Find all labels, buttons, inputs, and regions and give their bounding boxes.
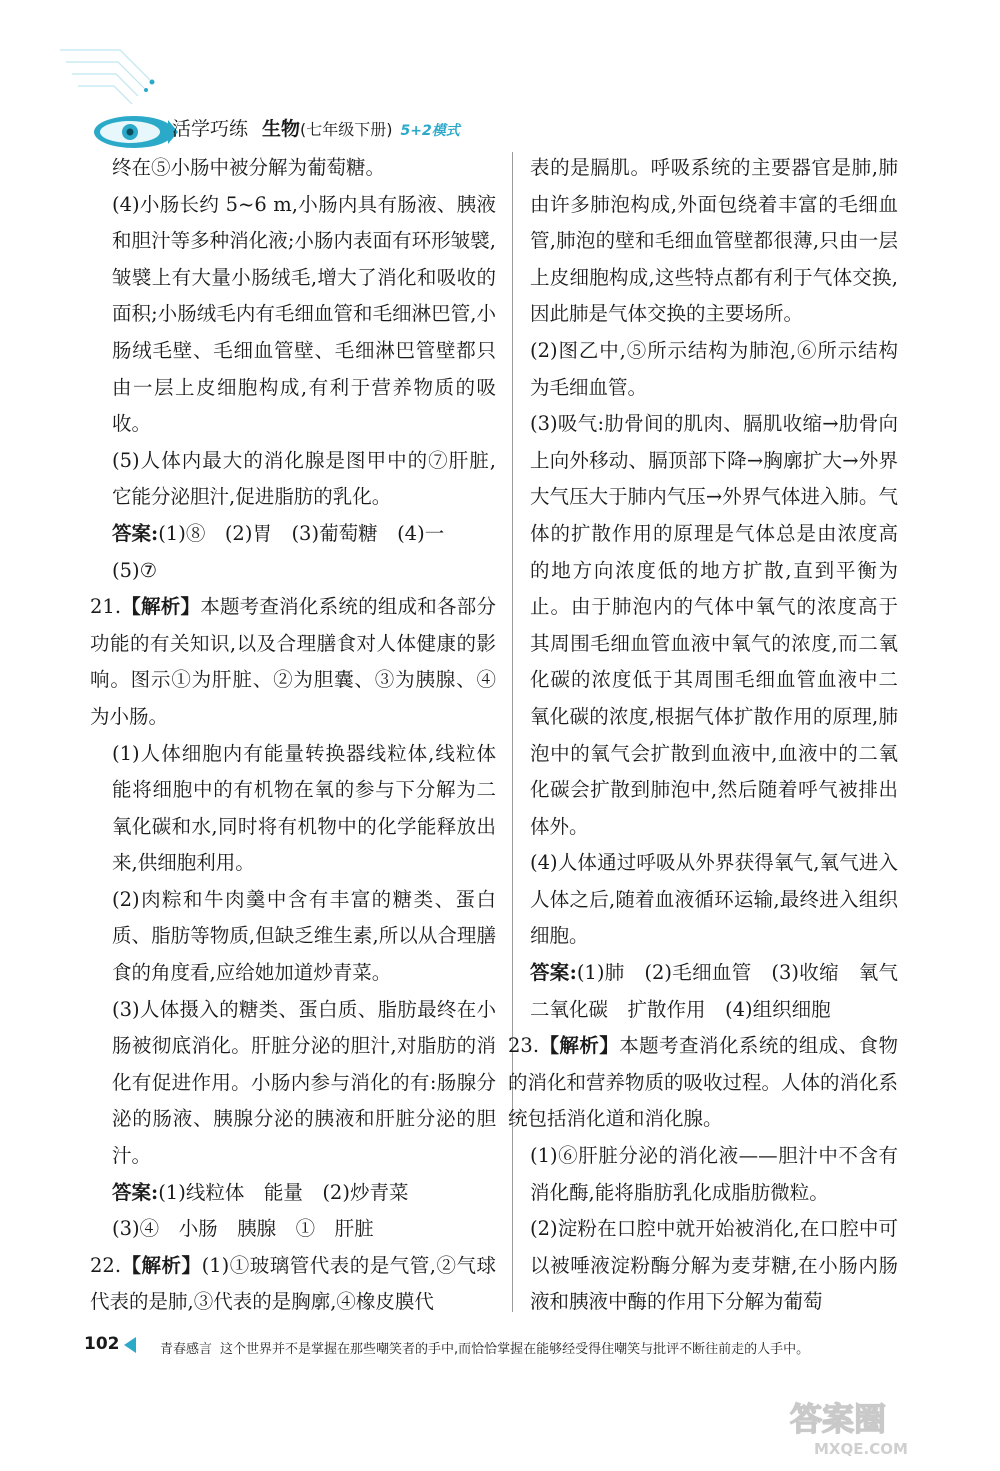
analysis-tag: 【解析】 bbox=[121, 595, 201, 619]
paragraph: 终在⑤小肠中被分解为葡萄糖。 bbox=[112, 156, 386, 179]
book-subject: 生物 bbox=[262, 118, 301, 140]
paragraph: (3)④ 小肠 胰腺 ① 肝脏 bbox=[112, 1217, 374, 1241]
motto-text: 这个世界并不是掌握在那些嘲笑者的手中,而恰恰掌握在能够经受得住嘲笑与批评不断往前走的人手中。 bbox=[220, 1342, 810, 1357]
page-header bbox=[60, 40, 540, 150]
question-number: 21. bbox=[90, 595, 122, 619]
header-title bbox=[172, 114, 460, 141]
page-number: 102 bbox=[84, 1334, 120, 1354]
analysis-tag: 【解析】 bbox=[121, 1253, 202, 1277]
analysis-text: (1)①玻璃管代表的是气管,②气球代表的是肺,③代表的是胸廓,④橡皮膜代 bbox=[90, 1253, 496, 1314]
motto-label: 青春感言 bbox=[160, 1342, 213, 1357]
paragraph: (1)人体细胞内有能量转换器线粒体,线粒体能将细胞中的有机物在氧的参与下分解为二氧化碳和水,同时将有机物中的化学能释放出来,供细胞利用。 bbox=[112, 741, 496, 875]
question-analysis bbox=[90, 1248, 496, 1321]
question-analysis bbox=[90, 589, 496, 735]
paragraph: (5)人体内最大的消化腺是图甲中的⑦肝脏,它能分泌胆汁,促进脂肪的乳化。 bbox=[112, 448, 496, 509]
left-column bbox=[90, 150, 496, 1321]
paragraph: (3)人体摄入的糖类、蛋白质、脂肪最终在小肠被彻底消化。肝脏分泌的胆汁,对脂肪的消化有促进作用。小肠内参与消化的有:肠腺分泌的肠液、胰腺分泌的胰液和肝脏分泌的胆汁。 bbox=[112, 997, 496, 1168]
watermark-url: MXQE.COM bbox=[814, 1440, 908, 1458]
paragraph: (4)人体通过呼吸从外界获得氧气,氧气进入人体之后,随着血液循环运输,最终进入组织细胞。 bbox=[530, 851, 898, 948]
answer-line bbox=[530, 955, 918, 1028]
paragraph: (4)小肠长约 5~6 m,小肠内具有肠液、胰液和胆汁等多种消化液;小肠内表面有环形皱襞,皱襞上有大量小肠绒毛,增大了消化和吸收的面积;小肠绒毛内有毛细血管和毛细淋巴管,小肠绒毛壁、毛细血管壁、毛细淋巴管壁都只由一层上皮细胞构成,有利于营养物质的吸收。 bbox=[112, 192, 496, 436]
answer-label: 答案: bbox=[112, 521, 159, 545]
watermark-text: 答案圈 bbox=[790, 1400, 887, 1438]
analysis-tag: 【解析】 bbox=[539, 1034, 620, 1058]
answer-text: (1)⑧ (2)胃 (3)葡萄糖 (4)一 bbox=[158, 521, 445, 545]
page-footer bbox=[84, 1330, 904, 1390]
motto bbox=[160, 1336, 900, 1364]
question-number: 22. bbox=[90, 1253, 122, 1277]
right-column bbox=[508, 150, 918, 1321]
paragraph: (1)⑥肝脏分泌的消化液——胆汁中不含有消化酶,能将脂肪乳化成脂肪微粒。 bbox=[530, 1144, 898, 1204]
book-series: 活学巧练 bbox=[172, 118, 249, 140]
question-analysis bbox=[508, 1028, 898, 1138]
paragraph: (2)肉粽和牛肉羹中含有丰富的糖类、蛋白质、脂肪等物质,但缺乏维生素,所以从合理膳食的角度看,应给她加道炒青菜。 bbox=[112, 887, 496, 985]
answer-text: (1)线粒体 能量 (2)炒青菜 bbox=[158, 1180, 409, 1204]
paragraph: (3)吸气:肋骨间的肌肉、膈肌收缩→肋骨向上向外移动、膈顶部下降→胸廓扩大→外界大气压大于肺内气压→外界气体进入肺。气体的扩散作用的原理是气体总是由浓度高的地方向浓度低的地方扩散,直到平衡为止。由于肺泡内的气体中氧气的浓度高于其周围毛细血管血液中氧气的浓度,而二氧化碳的浓度低于其周围毛细血管血液中二氧化碳的浓度,根据气体扩散作用的原理,肺泡中的氧气会扩散到血液中,血液中的二氧化碳会扩散到肺泡中,然后随着呼气被排出体外。 bbox=[530, 412, 898, 838]
answer-line bbox=[112, 1175, 496, 1212]
answer-label: 答案: bbox=[112, 1180, 159, 1204]
answer-label: 答案: bbox=[530, 961, 577, 985]
eye-logo-icon bbox=[90, 112, 178, 152]
paragraph: (2)淀粉在口腔中就开始被消化,在口腔中可以被唾液淀粉酶分解为麦芽糖,在小肠内肠液和胰液中酶的作用下分解为葡萄 bbox=[530, 1217, 898, 1314]
book-mode: 5+2模式 bbox=[400, 123, 460, 139]
paragraph: (5)⑦ bbox=[112, 558, 158, 582]
arrow-left-icon bbox=[124, 1337, 136, 1353]
watermark-logo bbox=[784, 1394, 964, 1460]
answer-text: (1)肺 (2)毛细血管 (3)收缩 氧气 二氧化碳 扩散作用 (4)组织细胞 bbox=[530, 961, 918, 1021]
paragraph: 表的是膈肌。呼吸系统的主要器官是肺,肺由许多肺泡构成,外面包绕着丰富的毛细血管,肺泡的壁和毛细血管壁都很薄,只由一层上皮细胞构成,这些特点都有利于气体交换,因此肺是气体交换的主要场所。 bbox=[530, 156, 898, 326]
answer-line bbox=[112, 516, 496, 553]
analysis-text: 本题考查消化系统的组成、食物的消化和营养物质的吸收过程。人体的消化系统包括消化道和消化腺。 bbox=[508, 1034, 899, 1131]
analysis-text: 本题考查消化系统的组成和各部分功能的有关知识,以及合理膳食对人体健康的影响。图示①为肝脏、②为胆囊、③为胰腺、④为小肠。 bbox=[90, 595, 496, 728]
book-grade: (七年级下册) bbox=[300, 120, 393, 139]
question-number: 23. bbox=[508, 1034, 540, 1058]
paragraph: (2)图乙中,⑤所示结构为肺泡,⑥所示结构为毛细血管。 bbox=[530, 338, 898, 399]
